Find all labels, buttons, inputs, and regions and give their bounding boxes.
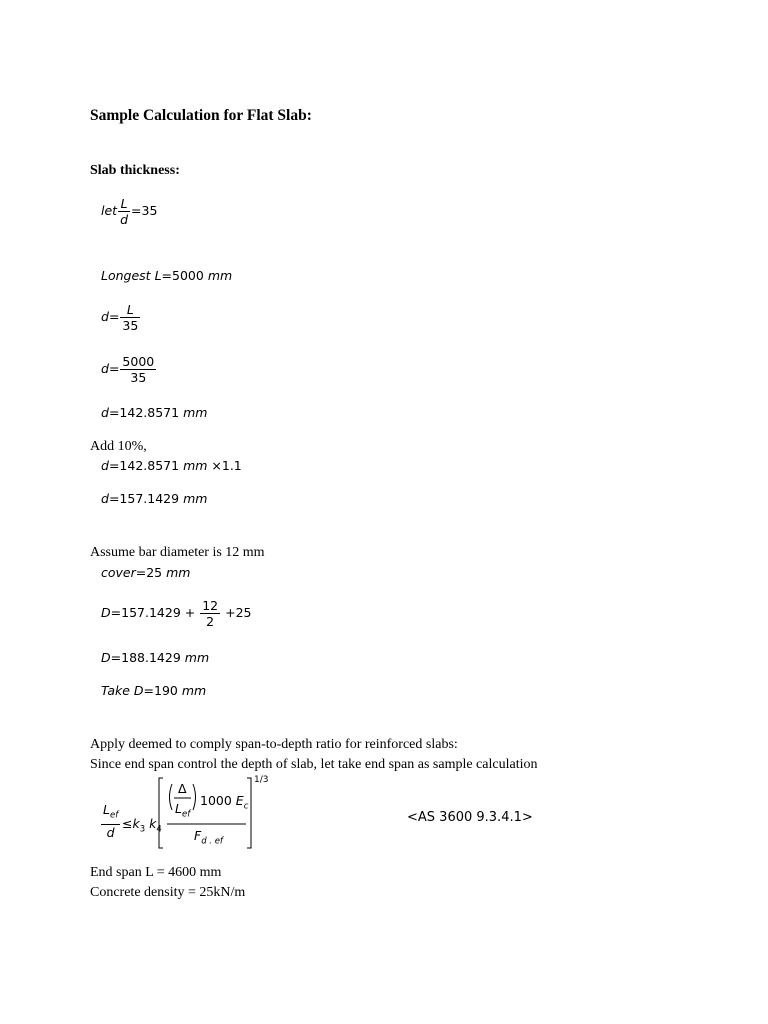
end-span-control-text: Since end span control the depth of slab, let take end span as sample calculation	[90, 757, 538, 772]
eq-d-increased: d=142.8571 mm ×1.1	[101, 458, 242, 473]
eq-D-result: D=188.1429 mm	[101, 650, 210, 665]
eq-unit: mm	[183, 405, 208, 420]
eq-let-num: L	[118, 196, 130, 212]
eq-d-var: d	[101, 491, 109, 506]
formula-lef: L	[175, 801, 182, 816]
formula-lhs-num-sub: ef	[109, 810, 119, 821]
eq-d5-val: 157.1429	[119, 491, 180, 506]
span-depth-formula	[101, 776, 401, 850]
formula-lhs-den: d	[106, 824, 115, 840]
formula-delta: Δ	[178, 781, 187, 796]
page-title: Sample Calculation for Flat Slab:	[90, 107, 312, 124]
eq-d2-den: 35	[130, 370, 147, 385]
eq-D-var: D	[133, 683, 144, 698]
formula-left-bracket	[159, 778, 163, 848]
eq-D-var: D	[101, 650, 111, 665]
formula-left-paren	[170, 784, 173, 810]
formula-thousand: 1000	[200, 793, 232, 808]
eq-longest-word: Longest	[101, 268, 151, 283]
eq-d-final: d=157.1429 mm	[101, 491, 208, 506]
eq-unit: mm	[183, 458, 208, 473]
eq-longest-var: L	[154, 268, 162, 283]
eq-D1-a: 157.1429	[121, 605, 181, 620]
eq-take-val: 190	[154, 683, 178, 698]
eq-d4-mult: ×1.1	[211, 458, 242, 473]
eq-d-var: d	[101, 458, 109, 473]
eq-d1-den: 35	[122, 318, 139, 333]
formula-right-bracket	[247, 778, 251, 848]
eq-take-D: Take D=190 mm	[101, 683, 207, 698]
eq-let-den: d	[120, 212, 129, 227]
formula-lef-sub: ef	[181, 809, 191, 820]
eq-let-word: let	[101, 203, 118, 218]
eq-d4-val: 142.8571	[119, 458, 180, 473]
assume-bar-text: Assume bar diameter is 12 mm	[90, 545, 265, 560]
formula-right-paren	[193, 784, 196, 810]
eq-d2-num: 5000	[122, 354, 155, 369]
eq-d2-fraction	[120, 354, 156, 385]
eq-d-var: d	[101, 309, 109, 324]
concrete-density-text: Concrete density = 25kN/m	[90, 885, 246, 900]
formula-exponent: 1/3	[254, 775, 269, 785]
eq-d-value-fraction: d= $\frac{5000}{35}$	[101, 354, 155, 385]
eq-D1-num: 12	[202, 598, 219, 613]
eq-d-var: d	[101, 405, 109, 420]
add-10-percent-text: Add 10%,	[90, 439, 147, 454]
eq-unit: mm	[183, 491, 208, 506]
as3600-reference: <AS 3600 9.3.4.1>	[407, 810, 533, 825]
formula-ec-sub: c	[243, 801, 249, 812]
eq-d-var: d	[101, 361, 109, 376]
eq-D1-den: 2	[206, 614, 215, 629]
eq-unit: mm	[166, 565, 191, 580]
eq-let-fraction	[118, 196, 130, 227]
formula-k4: k	[149, 816, 157, 831]
eq-D-sum: D=157.1429 + $\frac{12}{2}$ +25	[101, 598, 252, 629]
formula-lhs-num: L	[103, 802, 110, 817]
eq-d1-num: L	[120, 302, 140, 318]
formula-k4-sub: 4	[156, 824, 162, 835]
formula-k3-sub: 3	[139, 824, 146, 835]
eq-unit: mm	[181, 683, 207, 698]
eq-D1-fraction	[200, 598, 220, 629]
apply-ratio-text: Apply deemed to comply span-to-depth ratio for reinforced slabs:	[90, 737, 458, 752]
eq-D1-b: 25	[235, 605, 252, 620]
formula-ec: E	[235, 793, 244, 808]
eq-cover-var: cover	[101, 565, 136, 580]
formula-fd: F	[194, 828, 202, 843]
eq-unit: mm	[207, 268, 233, 283]
eq-d1-fraction	[120, 302, 140, 333]
formula-k3: k	[132, 816, 140, 831]
formula-fd-sub: d . ef	[201, 836, 223, 847]
eq-D-var: D	[101, 605, 111, 620]
eq-cover: cover=25 mm	[101, 565, 191, 580]
eq-let-rhs: 35	[141, 203, 158, 218]
eq-unit: mm	[184, 650, 210, 665]
eq-cover-val: 25	[146, 565, 163, 580]
end-span-length-text: End span L = 4600 mm	[90, 865, 222, 880]
eq-d-ratio: d= $\frac{L}{35}$	[101, 302, 139, 333]
formula-le: ≤	[122, 816, 133, 831]
eq-longest-span: Longest L=5000 mm	[101, 268, 233, 283]
eq-longest-val: 5000	[172, 268, 204, 283]
formula-k-factors	[122, 816, 162, 835]
eq-let-ratio: let $\frac{L}{d}$ =35	[101, 196, 158, 227]
slab-thickness-heading: Slab thickness:	[90, 163, 180, 178]
eq-D2-val: 188.1429	[121, 650, 181, 665]
eq-take-word: Take	[101, 683, 130, 698]
eq-d3-val: 142.8571	[119, 405, 180, 420]
formula-lhs-fraction	[101, 802, 120, 840]
eq-d-result: d=142.8571 mm	[101, 405, 208, 420]
